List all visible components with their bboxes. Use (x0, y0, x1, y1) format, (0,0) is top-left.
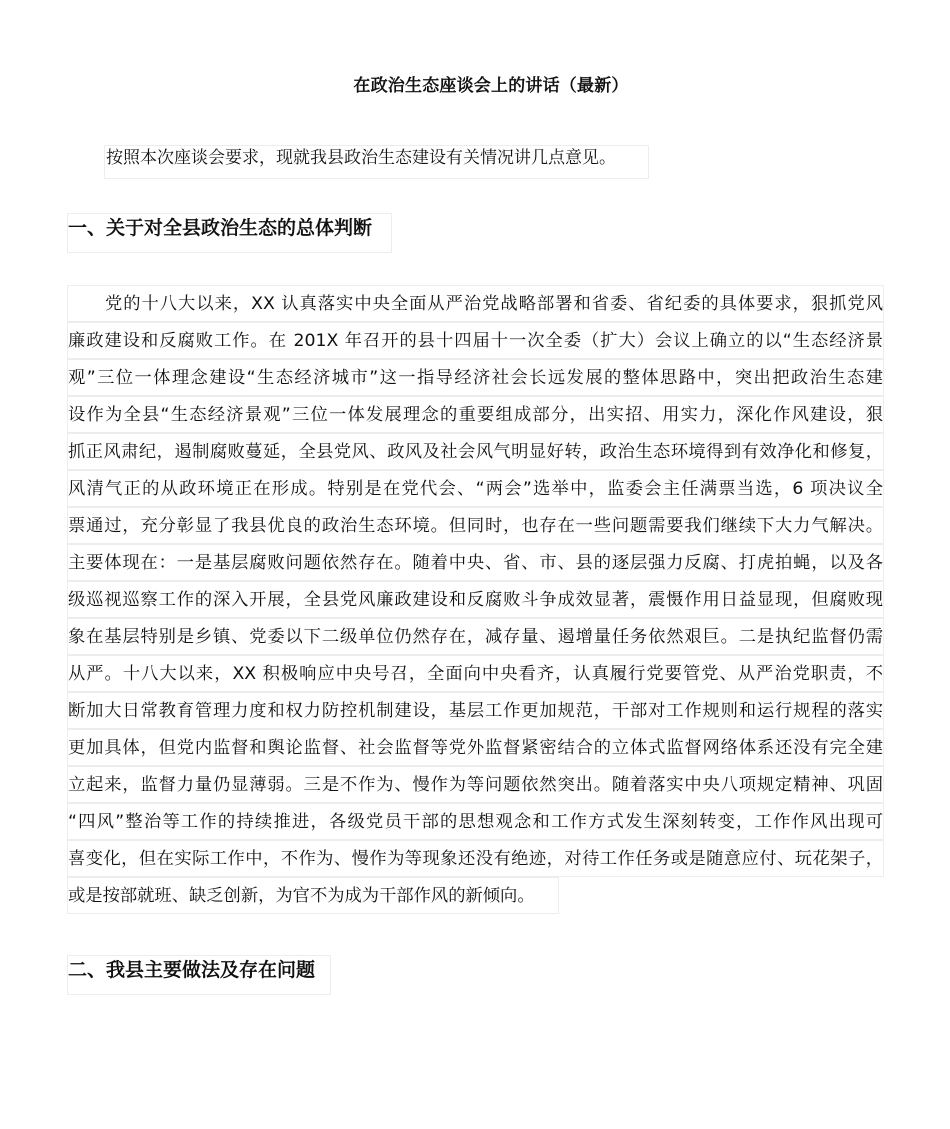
section-heading-1: 一、关于对全县政治生态的总体判断 (67, 213, 392, 253)
paragraph-line: 观”三位一体理念建设“生态经济城市”这一指导经济社会长远发展的整体思路中，突出把政治生态建 (67, 359, 884, 396)
section-1-paragraph (67, 285, 884, 914)
section-heading-2: 二、我县主要做法及存在问题 (67, 955, 331, 995)
paragraph-line: 从严。十八大以来，XX 积极响应中央号召，全面向中央看齐，认真履行党要管党、从严治党职责，不 (67, 655, 884, 692)
paragraph-line: 级巡视巡察工作的深入开展，全县党风廉政建设和反腐败斗争成效显著，震慑作用日益显现，但腐败现 (67, 581, 884, 618)
paragraph-line: 党的十八大以来，XX 认真落实中央全面从严治党战略部署和省委、省纪委的具体要求，狠抓党风 (67, 285, 884, 322)
paragraph-line: “四风”整治等工作的持续推进，各级党员干部的思想观念和工作方式发生深刻转变，工作作风出现可 (67, 803, 884, 840)
intro-paragraph: 按照本次座谈会要求，现就我县政治生态建设有关情况讲几点意见。 (104, 145, 649, 179)
paragraph-line: 喜变化，但在实际工作中，不作为、慢作为等现象还没有绝迹，对待工作任务或是随意应付、玩花架子， (67, 840, 884, 877)
paragraph-line: 立起来，监督力量仍显薄弱。三是不作为、慢作为等问题依然突出。随着落实中央八项规定精神、巩固 (67, 766, 884, 803)
paragraph-line: 断加大日常教育管理力度和权力防控机制建设，基层工作更加规范，干部对工作规则和运行规程的落实 (67, 692, 884, 729)
paragraph-line: 抓正风肃纪，遏制腐败蔓延，全县党风、政风及社会风气明显好转，政治生态环境得到有效净化和修复， (67, 433, 884, 470)
paragraph-line: 风清气正的从政环境正在形成。特别是在党代会、“两会”选举中，监委会主任满票当选，6 项决议全 (67, 470, 884, 507)
paragraph-line: 主要体现在：一是基层腐败问题依然存在。随着中央、省、市、县的逐层强力反腐、打虎拍蝇，以及各 (67, 544, 884, 581)
paragraph-line: 设作为全县“生态经济景观”三位一体发展理念的重要组成部分，出实招、用实力，深化作风建设，狠 (67, 396, 884, 433)
paragraph-line: 象在基层特别是乡镇、党委以下二级单位仍然存在，减存量、遏增量任务依然艰巨。二是执纪监督仍需 (67, 618, 884, 655)
document-title: 在政治生态座谈会上的讲话（最新） (353, 76, 629, 96)
paragraph-line: 或是按部就班、缺乏创新，为官不为成为干部作风的新倾向。 (67, 877, 559, 914)
paragraph-line: 廉政建设和反腐败工作。在 201X 年召开的县十四届十一次全委（扩大）会议上确立的以“生态经济景 (67, 322, 884, 359)
paragraph-line: 更加具体，但党内监督和舆论监督、社会监督等党外监督紧密结合的立体式监督网络体系还没有完全建 (67, 729, 884, 766)
paragraph-line: 票通过，充分彰显了我县优良的政治生态环境。但同时，也存在一些问题需要我们继续下大力气解决。 (67, 507, 884, 544)
